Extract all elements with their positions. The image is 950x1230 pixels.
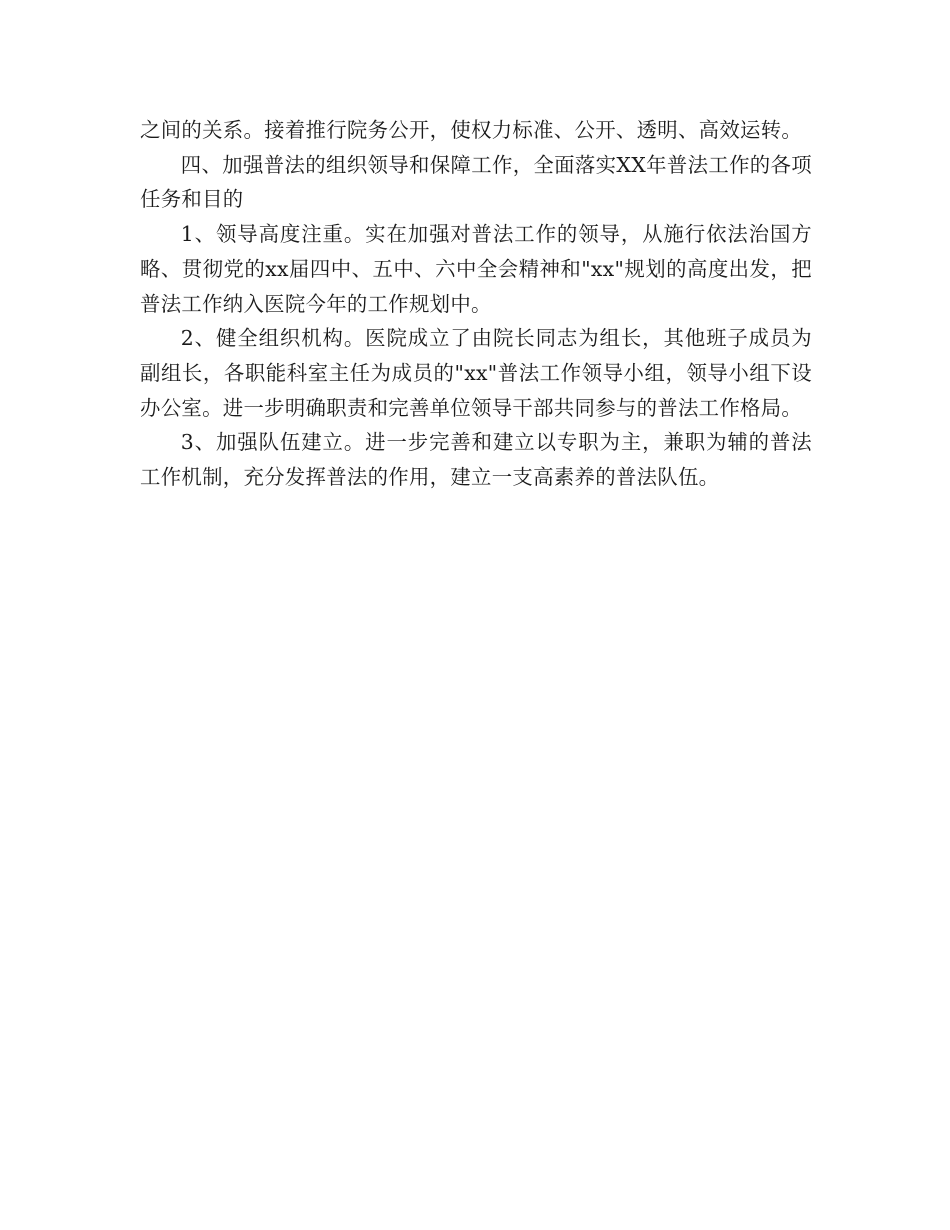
paragraph-item-2: 2、健全组织机构。医院成立了由院长同志为组长，其他班子成员为副组长，各职能科室主任为成员的"xx"普法工作领导小组，领导小组下设办公室。进一步明确职责和完善单位领导干部共同参与的普法工作格局。 <box>140 326 812 420</box>
section-heading-four: 四、加强普法的组织领导和保障工作，全面落实XX年普法工作的各项任务和目的 <box>140 152 812 212</box>
paragraph-item-1: 1、领导高度注重。实在加强对普法工作的领导，从施行依法治国方略、贯彻党的xx届四中、五中、六中全会精神和"xx"规划的高度出发，把普法工作纳入医院今年的工作规划中。 <box>140 222 812 316</box>
document-body <box>140 113 812 495</box>
paragraph-continuation: 之间的关系。接着推行院务公开，使权力标准、公开、透明、高效运转。 <box>140 118 803 142</box>
paragraph-item-3: 3、加强队伍建立。进一步完善和建立以专职为主，兼职为辅的普法工作机制，充分发挥普法的作用，建立一支高素养的普法队伍。 <box>140 430 812 490</box>
